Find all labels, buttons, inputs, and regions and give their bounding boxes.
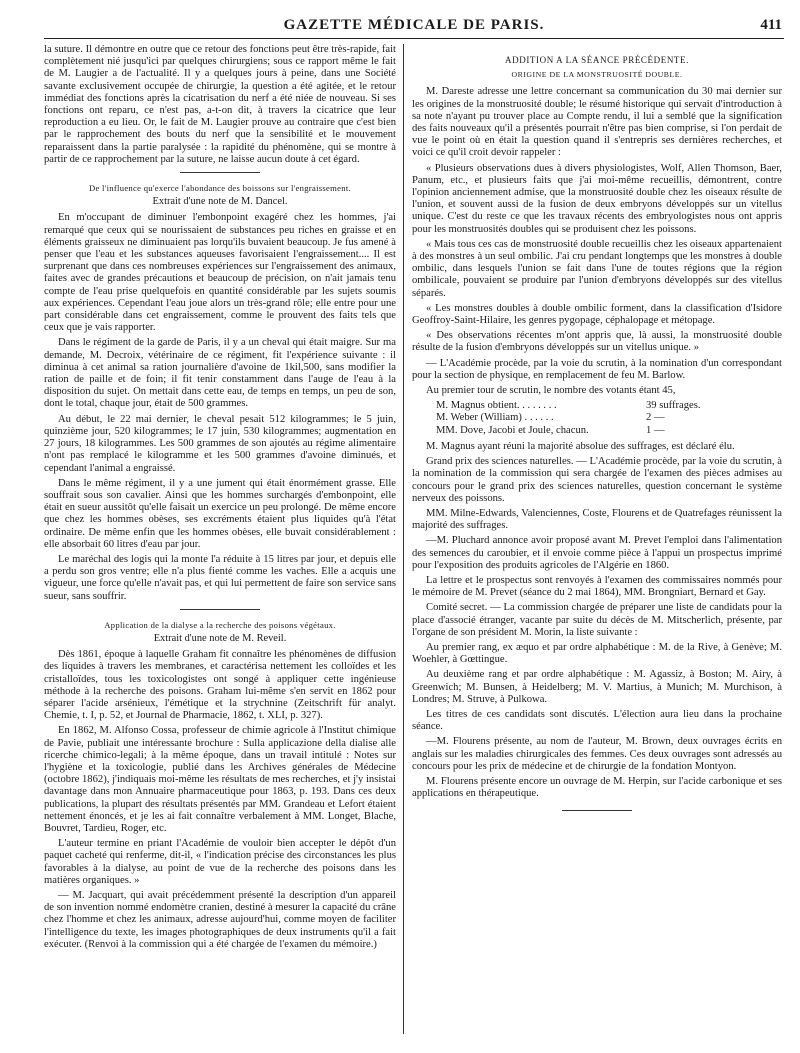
vote-count: 2 —	[646, 412, 665, 424]
paragraph: Au premier tour de scrutin, le nombre des votants étant 45,	[426, 385, 676, 397]
right-column	[412, 44, 782, 811]
paragraph: Au début, le 22 mai dernier, le cheval pesait 512 kilogrammes; le 5 juin, quinzième jour, 520 kilogrammes; le 17 juin, 530 kilogrammes; augmentation en 27 jours, 18 kilogrammes. Les 500 grammes de son ajoutés au régime alimentaire n'ont pas remplacé le kilogramme et les 500 grammes d'avoine diminués, et cependant l'animal a engraissé.	[44, 413, 396, 474]
paragraph: Dès 1861, époque à laquelle Graham fit connaître les phénomènes de diffusion des liquides à travers les membranes, et caractérisa nettement les colloïdes et les cristalloïdes, tous les toxicologistes ont songé à appliquer cette ingénieuse méthode à la recherche des poisons. Graham lui-même s'en servit en 1862 pour séparer l'acide arsénieux, l'émétique et la strychnine (Zeitschrift für analyt. Chemie, t. I, p. 52, et Journal de Pharmacie, 1862, t. XLI, p. 327).	[44, 649, 396, 722]
vote-count: 39 suffrages.	[646, 400, 701, 412]
paragraph: La lettre et le prospectus sont renvoyés à l'examen des commissaires nommés pour le mémoire de M. Prevet (séance du 2 mai 1864), MM. Brongniart, Bernard et Gay.	[412, 574, 782, 599]
vote-count: 1 —	[646, 424, 665, 436]
paragraph: M. Magnus ayant réuni la majorité absolue des suffrages, est déclaré élu.	[426, 440, 735, 452]
left-column	[44, 44, 396, 954]
paragraph: M. Flourens présente encore un ouvrage de M. Herpin, sur l'acide carbonique et ses applications en thérapeutique.	[412, 775, 782, 800]
vote-candidate: M. Magnus obtient. . . . . . . .	[436, 400, 557, 412]
paragraph: —M. Flourens présente, au nom de l'auteur, M. Brown, deux ouvrages écrits en anglais sur les maladies chirurgicales des femmes. Ces deux ouvrages sont adressés au concours pour les prix de médecine et de chirurgie de la fondation Montyon.	[412, 736, 782, 772]
paragraph: Grand prix des sciences naturelles. — L'Académie procède, par la voie du scrutin, à la nomination de la commission qui sera chargée de l'examen des pièces admises au concours pour le grand prix des sciences naturelles, question concernant le système nerveux des poissons.	[412, 456, 782, 504]
section-title: Application de la dialyse a la recherche des poisons végétaux.	[104, 619, 336, 630]
paragraph: M. Dareste adresse une lettre concernant sa communication du 30 mai dernier sur les origines de la monstruosité double; le résumé historique qui servait d'introduction à sa note n'ayant pu trouver place au Compte rendu, il lui a semblé que la signification des faits nouveaux qu'il a présentés pourrait n'être pas bien comprise, si l'on perdait de vue le point où en était la question quand il s'entrepris ses dernières recherches, et voici ce qu'il croit devoir rappeler :	[412, 86, 782, 159]
page-header	[44, 16, 784, 39]
addition-title: ADDITION A LA SÉANCE PRÉCÉDENTE.	[505, 55, 689, 65]
paragraph: Les titres de ces candidats sont discutés. L'élection aura lieu dans la prochaine séance.	[412, 708, 782, 733]
paragraph: En m'occupant de diminuer l'embonpoint exagéré chez les hommes, j'ai remarqué que ceux qui se nourissaient de substances peu riches en graisse et en éléments graisseux ne diminuaient pas lorqu'ils buvaient beaucoup. Je fus amené à penser que l'eau et les substances aqueuses favorisaient l'engraissement.... Il est surprenant que dans ces nombreuses expériences sur l'engraissement des animaux, faites avec de grandes précautions et beaucoup de précision, on n'ait jamais tenu compte de l'eau prise quelquefois en quantité considérable par les sujets soumis aux expériences. Cependant l'eau joue alors un très-grand rôle; elle entre pour une part considérable dans cet engraissement, comme le prouvent des faits tels que ceux que je vais rapporter.	[44, 212, 396, 334]
separator	[180, 172, 260, 173]
paragraph: — L'Académie procède, par la voie du scrutin, à la nomination d'un correspondant pour la section de physique, en remplacement de feu M. Barlow.	[412, 357, 782, 381]
paragraph: « Des observations récentes m'ont appris que, là aussi, la monstruosité double résulte de la fusion d'embryons développés sur un vitellus unique. »	[412, 330, 782, 354]
paragraph: — M. Jacquart, qui avait précédemment présenté la description d'un appareil de son invention nommé endomètre cranien, destiné à mesurer la capacité du crâne chez l'homme et chez les animaux, adresse aujourd'hui, comme moyen de faciliter l'intelligence du texte, les images photographiques de deux instruments qu'il a fait exécuter. (Renvoi à la commission qui a été chargée de l'examen du mémoire.)	[44, 890, 396, 950]
paragraph: L'auteur termine en priant l'Académie de vouloir bien accepter le dépôt d'un paquet cacheté qui renferme, dit-il, « l'indication précise des circonstances les plus favorables à la dialyse, au point de vue de la recherche des poisons dans les matières organiques. »	[44, 838, 396, 886]
paragraph: —M. Pluchard annonce avoir proposé avant M. Prevet l'emploi dans l'alimentation des semences du caroubier, et il envoie comme pièce à l'appui un prospectus imprimé pour l'exposition des produits agricoles de l'Algérie en 1860.	[412, 535, 782, 571]
paragraph: « Plusieurs observations dues à divers physiologistes, Wolf, Allen Thomson, Baer, Panum, etc., et plusieurs faits que j'ai moi-même recueillis, démontrent, contre l'opinion anciennement admise, que la monstruosité double chez les oiseaux résulte de l'union, et souvent aussi de la fusion de deux embryons développés sur un vitellus unique. C'est du reste ce que les travaux récents des embryologistes nous ont appris pour les monstruosités doubles qui se produisent chez les poissons.	[412, 162, 782, 235]
paragraph: « Mais tous ces cas de monstruosité double recueillis chez les oiseaux appartenaient à des monstres à un seul ombilic. J'ai cru pendant longtemps que les monstres à double ombilic, dans lesquels l'union se fait dans l'une de toutes régions que la région ombilicale, pouvaient se produire par l'union d'embryons développés sur des vitellus séparés.	[412, 238, 782, 299]
paragraph: Comité secret. — La commission chargée de préparer une liste de candidats pour la place d'associé étranger, vacante par suite du décès de M. Mitscherlich, présente, par l'organe de son président M. Morin, la liste suivante :	[412, 602, 782, 638]
section-title: De l'influence qu'exerce l'abondance des boissons sur l'engraissement.	[88, 183, 351, 194]
paragraph: la suture. Il démontre en outre que ce retour des fonctions peut être très-rapide, fait complètement nié jusqu'ici par quelques chirurgiens; sous ce rapport même le fait de M. Laugier a de l'actualité. Il y a quelques jours à peine, dans une Société savante exclusivement occupée de chirurgie, la question a été agitée, et le retour immédiat des fonctions après la cicatrisation du nerf a été niée de nouveau. Si ses fonctions ont reparu, ce n'est pas, a-t-on dit, à travers la cicatrice que leur reproduction a eu lieu. Or, le fait de M. Laugier prouve au contraire que c'est bien par le rapprochement des bouts du nerf que la sensibilité et le mouvement reparaissent dans la partie paralysée : la rapidité du phénomène, qui se montre à partir de ce rapprochement par la suture, ne laisse aucun doute à cet égard.	[44, 44, 396, 165]
page-number: 411	[760, 17, 782, 33]
journal-title: GAZETTE MÉDICALE DE PARIS.	[283, 17, 545, 33]
vote-candidate: MM. Dove, Jacobi et Joule, chacun.	[436, 424, 589, 436]
paragraph: Le maréchal des logis qui la monte l'a réduite à 15 litres par jour, et depuis elle a perdu son gros ventre; elle n'a plus fienté comme les vaches. Elle a acquis une vigueur, une force qu'elle n'avait pas, et qui lui permettent de faire son service sans sueur, sans souffrir.	[44, 553, 396, 602]
paragraph: MM. Milne-Edwards, Valenciennes, Coste, Flourens et de Quatrefages réunissent la majorité des suffrages.	[412, 507, 782, 532]
vote-row	[436, 425, 782, 437]
section-subtitle: Extrait d'une note de M. Dancel.	[152, 196, 288, 208]
paragraph: Au premier rang, ex æquo et par ordre alphabétique : M. de la Rive, à Genève; M. Woehler, à Gœttingue.	[412, 641, 782, 666]
paragraph: Au deuxième rang et par ordre alphabétique : M. Agassiz, à Boston; M. Airy, à Greenwich; M. Bunsen, à Heidelberg; M. V. Martius, à Munich; M. Murchison, à Londres; M. Struve, à Pulkowa.	[412, 669, 782, 705]
separator	[180, 609, 260, 610]
vote-row	[436, 400, 782, 412]
column-divider	[403, 44, 404, 1034]
paragraph: Dans le même régiment, il y a une jument qui était énormément grasse. Elle souffrait sous son cavalier. Ainsi que les hommes surchargés d'embonpoint, elle était en sueur aussitôt qu'elle faisait un exercice un peu prolongé. De même encore que chez les hommes obèses, ses excréments étaient plus liquides qu'à l'état ordinaire. De même enfin que les hommes obèses, elle buvait considérablement : elle absorbait 60 litres d'eau par jour.	[44, 477, 396, 550]
end-separator	[562, 810, 632, 811]
vote-row	[436, 412, 782, 424]
paragraph: « Les monstres doubles à double ombilic forment, dans la classification d'Isidore Geoffroy-Saint-Hilaire, les genres pygopage, céphalopage et métopage.	[412, 302, 782, 327]
vote-table	[436, 400, 782, 437]
paragraph: Dans le régiment de la garde de Paris, il y a un cheval qui était maigre. Sur ma demande, M. Decroix, vétérinaire de ce régiment, fit l'expérience suivante : il diminua à cet animal sa ration journalière d'avoine de 1kil,500, sans modifier la ration de paille et de foin; il fit tenir constamment dans l'auge de l'eau à la disposition du sujet. On mettait dans cette eau, de temps en temps, un peu de son, dont le total, chaque jour, était de 500 grammes.	[44, 337, 396, 410]
addition-subtitle: ORIGINE DE LA MONSTRUOSITÉ DOUBLE.	[511, 70, 683, 80]
paragraph: En 1862, M. Alfonso Cossa, professeur de chimie agricole à l'Institut chimique de Pavie, publiait une intéressante brochure : Sulla applicazione della dialise alle ricerche chimico-legali; à la même époque, dans un travail intitulé : Notes sur l'hygiène et la toxicologie, publié dans les Archives générales de Médecine (octobre 1862), j'indiquais moi-même les résultats de mes recherches, et j'y insistai davantage dans mon Annuaire pharmaceutique pour 1863, p. 193. Dans ces deux publications, la plupart des résultats présentés par MM. Grandeau et Lefort étaient nettement énoncés, et je les ai fait connaître verbalement à MM. Longet, Blache, Bouvret, Tardieu, Roger, etc.	[44, 725, 396, 834]
vote-candidate: M. Weber (William) . . . . . .	[436, 412, 554, 424]
section-subtitle: Extrait d'une note de M. Reveil.	[153, 632, 287, 644]
